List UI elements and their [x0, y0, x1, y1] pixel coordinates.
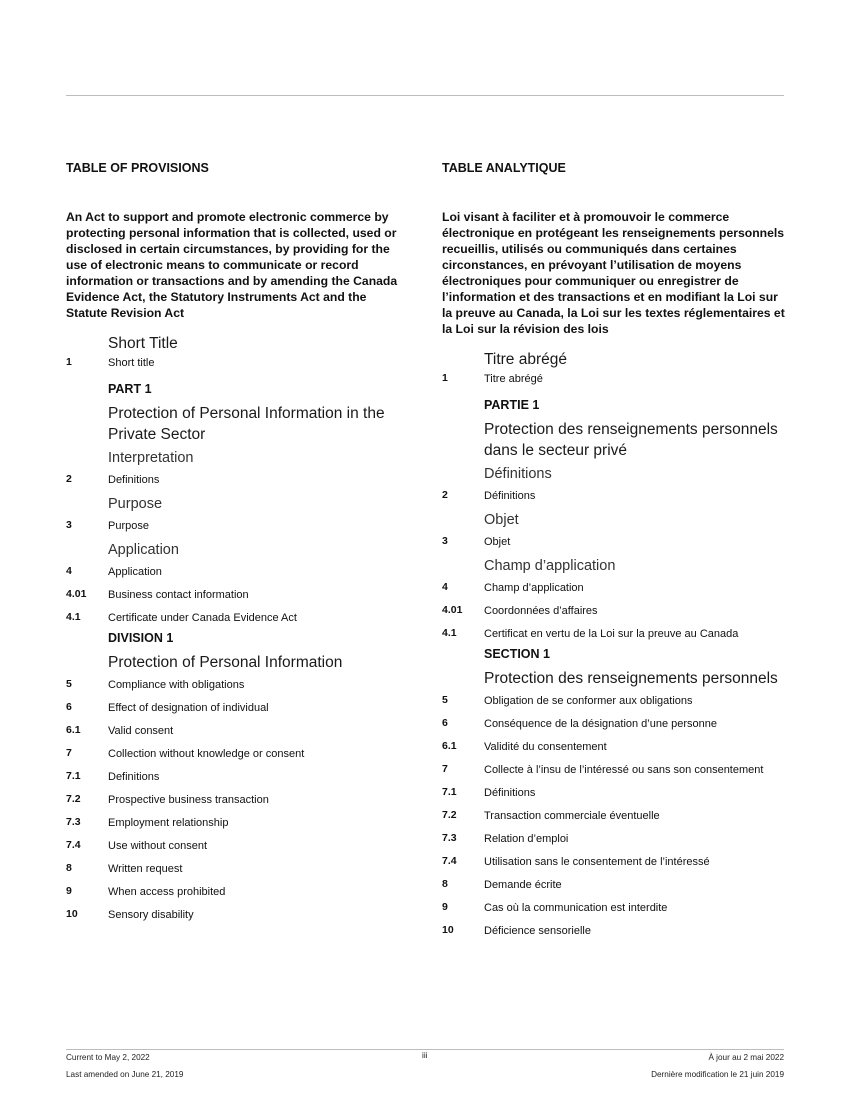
section-label[interactable]: Collection without knowledge or consent [108, 748, 305, 760]
division-label: DIVISION 1 [108, 631, 174, 645]
section-number: 4.01 [66, 588, 87, 600]
section-number: 6 [66, 701, 72, 713]
section-number: 2 [66, 473, 72, 485]
toc-entry[interactable] [442, 876, 787, 899]
current-to-en: Current to May 2, 2022 [66, 1053, 150, 1062]
toc-entry[interactable] [442, 899, 787, 922]
toc-entry[interactable] [442, 602, 787, 625]
section-label[interactable]: Certificat en vertu de la Loi sur la preuve au Canada [484, 628, 739, 640]
toc-entry[interactable] [66, 860, 408, 883]
part-label: PART 1 [108, 382, 152, 396]
section-label[interactable]: Transaction commerciale éventuelle [484, 810, 660, 822]
section-label[interactable]: Certificate under Canada Evidence Act [108, 612, 297, 624]
section-label[interactable]: Définitions [484, 787, 536, 799]
footer-rule [66, 1049, 784, 1050]
toc-entry[interactable] [442, 807, 787, 830]
section-label[interactable]: Valid consent [108, 725, 174, 737]
toc-entry[interactable] [66, 814, 408, 837]
section-number: 7.3 [442, 832, 457, 844]
toc-entry[interactable] [442, 625, 787, 648]
toc-entry[interactable] [66, 609, 408, 632]
toc-entry[interactable] [442, 738, 787, 761]
section-label[interactable]: Definitions [108, 474, 160, 486]
division-title: Protection of Personal Information [108, 654, 343, 671]
toc-entry[interactable] [66, 745, 408, 768]
toc-entry[interactable] [442, 715, 787, 738]
interpretation-heading: Définitions [484, 466, 552, 482]
section-number: 4.1 [66, 611, 81, 623]
section-number: 6 [442, 717, 448, 729]
toc-entry[interactable] [442, 830, 787, 853]
section-label[interactable]: Définitions [484, 490, 536, 502]
section-label[interactable]: Effect of designation of individual [108, 702, 269, 714]
section-number: 3 [66, 519, 72, 531]
part-title: Protection of Personal Information in the Private Sector [108, 405, 385, 443]
section-label[interactable]: Utilisation sans le consentement de l’intéressé [484, 856, 710, 868]
section-number: 4.01 [442, 604, 463, 616]
section-number: 9 [442, 901, 448, 913]
section-label[interactable]: Collecte à l’insu de l’intéressé ou sans son consentement [484, 764, 764, 776]
toc-entry[interactable] [442, 784, 787, 807]
section-number: 5 [442, 694, 448, 706]
section-number: 8 [66, 862, 72, 874]
toc-entry[interactable] [66, 883, 408, 906]
section-number: 2 [442, 489, 448, 501]
section-number: 5 [66, 678, 72, 690]
section-label[interactable]: Purpose [108, 520, 149, 532]
division-label: SECTION 1 [484, 647, 550, 661]
section-label[interactable]: Sensory disability [108, 909, 194, 921]
toc-title: TABLE ANALYTIQUE [442, 161, 566, 175]
toc-entry[interactable] [66, 906, 408, 929]
section-label[interactable]: Champ d’application [484, 582, 584, 594]
section-number: 10 [66, 908, 78, 920]
section-number: 7.1 [66, 770, 81, 782]
section-label[interactable]: Cas où la communication est interdite [484, 902, 668, 914]
section-label[interactable]: Titre abrégé [484, 373, 543, 385]
section-number: 3 [442, 535, 448, 547]
section-label[interactable]: Compliance with obligations [108, 679, 245, 691]
toc-entry[interactable] [66, 768, 408, 791]
section-label[interactable]: Short title [108, 357, 155, 369]
section-number: 7.3 [66, 816, 81, 828]
section-number: 6.1 [66, 724, 81, 736]
section-label[interactable]: Relation d’emploi [484, 833, 569, 845]
toc-entry[interactable] [442, 370, 787, 393]
section-label[interactable]: Coordonnées d’affaires [484, 605, 598, 617]
toc-entry[interactable] [66, 471, 408, 494]
page-number: iii [422, 1051, 428, 1060]
section-number: 4 [442, 581, 448, 593]
toc-entry[interactable] [66, 354, 408, 377]
application-heading: Application [108, 542, 179, 558]
section-number: 7.2 [66, 793, 81, 805]
long-title: An Act to support and promote electronic commerce by protecting personal information that is collected, used or disclosed in certain circumstances, by providing for the use of electronic means to communicate or record information or transactions and by amending the Canada Evidence Act, the Statutory Instruments Act and the Statute Revision Act [66, 210, 398, 320]
section-label[interactable]: Prospective business transaction [108, 794, 269, 806]
interpretation-heading: Interpretation [108, 450, 194, 466]
section-label[interactable]: Written request [108, 863, 183, 875]
toc-entry[interactable] [66, 563, 408, 586]
toc-entry[interactable] [442, 853, 787, 876]
toc-entry[interactable] [442, 922, 787, 945]
application-heading: Champ d’application [484, 558, 616, 574]
toc-entry[interactable] [442, 533, 787, 556]
toc-entry[interactable] [66, 676, 408, 699]
current-to-fr: À jour au 2 mai 2022 [708, 1053, 784, 1062]
section-label[interactable]: Déficience sensorielle [484, 925, 591, 937]
section-label[interactable]: When access prohibited [108, 886, 226, 898]
section-label[interactable]: Demande écrite [484, 879, 562, 891]
part-title: Protection des renseignements personnels dans le secteur privé [484, 421, 778, 459]
section-number: 7.2 [442, 809, 457, 821]
toc-title: TABLE OF PROVISIONS [66, 161, 209, 175]
section-label[interactable]: Application [108, 566, 162, 578]
long-title: Loi visant à faciliter et à promouvoir le commerce électronique en protégeant les renseignements personnels recueillis, utilisés ou communiqués dans certaines circonstances, en prévoyant l’utilisation de moyens électroniques pour communiquer ou enregistrer de l’information et des transactions et en modifiant la Loi sur la preuve au Canada, la Loi sur les textes réglementaires et la Loi sur la révision des lois [442, 210, 785, 336]
section-label[interactable]: Obligation de se conformer aux obligations [484, 695, 693, 707]
toc-entry[interactable] [66, 517, 408, 540]
section-number: 9 [66, 885, 72, 897]
section-label[interactable]: Business contact information [108, 589, 249, 601]
last-amended-fr: Dernière modification le 21 juin 2019 [651, 1070, 784, 1079]
toc-entry[interactable] [66, 699, 408, 722]
section-number: 7.1 [442, 786, 457, 798]
section-number: 1 [442, 372, 448, 384]
purpose-heading: Purpose [108, 496, 163, 512]
toc-entry[interactable] [442, 579, 787, 602]
english-column [66, 160, 408, 929]
section-number: 1 [66, 356, 72, 368]
toc-entry[interactable] [442, 692, 787, 715]
section-number: 10 [442, 924, 454, 936]
section-number: 7.4 [66, 839, 81, 851]
toc-entry[interactable] [66, 722, 408, 745]
french-column [442, 160, 787, 945]
toc-entry[interactable] [66, 837, 408, 860]
section-label[interactable]: Employment relationship [108, 817, 229, 829]
toc-entry[interactable] [442, 487, 787, 510]
section-label[interactable]: Use without consent [108, 840, 208, 852]
section-number: 7 [442, 763, 448, 775]
toc-entry[interactable] [66, 791, 408, 814]
section-number: 7.4 [442, 855, 457, 867]
part-label: PARTIE 1 [484, 398, 540, 412]
purpose-heading: Objet [484, 512, 519, 528]
section-label[interactable]: Validité du consentement [484, 741, 607, 753]
last-amended-en: Last amended on June 21, 2019 [66, 1070, 184, 1079]
division-title: Protection des renseignements personnels [484, 670, 778, 687]
short-title-heading: Short Title [108, 335, 178, 352]
toc-entry[interactable] [66, 586, 408, 609]
section-number: 4 [66, 565, 72, 577]
toc-entry[interactable] [442, 761, 787, 784]
section-number: 6.1 [442, 740, 457, 752]
section-label[interactable]: Conséquence de la désignation d’une personne [484, 718, 718, 730]
header-rule [66, 95, 784, 96]
short-title-heading: Titre abrégé [484, 351, 567, 368]
section-number: 8 [442, 878, 448, 890]
section-label[interactable]: Definitions [108, 771, 160, 783]
section-label[interactable]: Objet [484, 536, 511, 548]
section-number: 4.1 [442, 627, 457, 639]
section-number: 7 [66, 747, 72, 759]
